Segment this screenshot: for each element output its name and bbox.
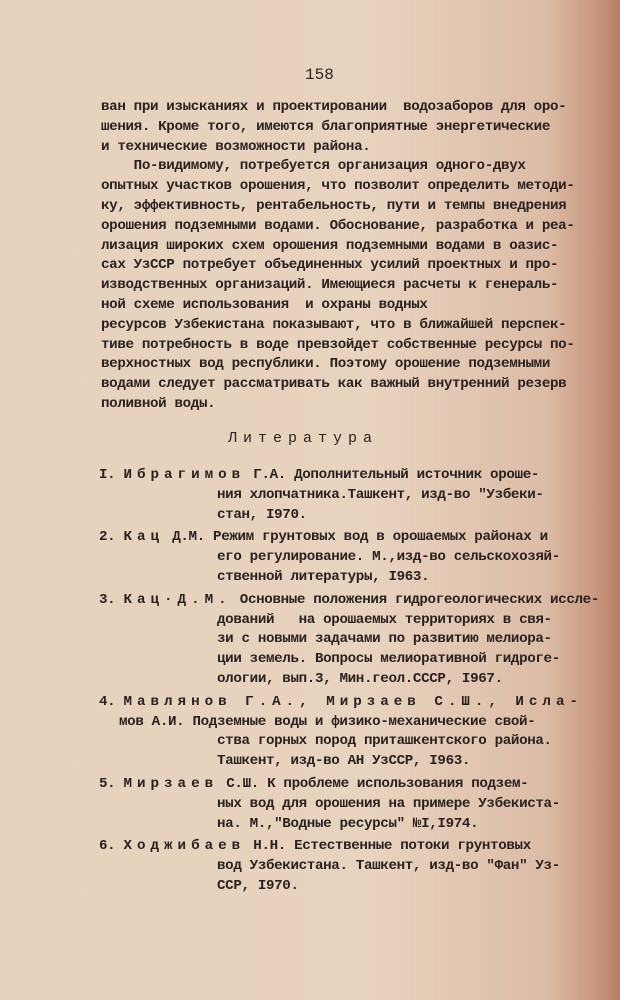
- text-line: и технические возможности района.: [101, 138, 371, 155]
- text-line: шения. Кроме того, имеются благоприятные энергетические: [101, 118, 551, 135]
- text-line: По-видимому, потребуется организация одного-двух: [101, 158, 526, 175]
- reference-text: Ташкент, изд-во АН УзССР, I963.: [217, 753, 471, 770]
- main-text: [101, 98, 581, 415]
- paragraph-1: [101, 98, 581, 157]
- reference-first-line: [99, 693, 589, 713]
- reference-text: на. М.,"Водные ресурсы" №I,I974.: [217, 815, 479, 832]
- reference-text: стан, I970.: [217, 506, 307, 523]
- text-line: ной схеме использования и охраны водных: [101, 296, 428, 313]
- page-number: 158: [305, 66, 334, 84]
- reference-text: Д.М. Режим грунтовых вод в орошаемых районах и: [164, 529, 548, 546]
- reference-text: Н.Н. Естественные потоки грунтовых: [245, 838, 531, 855]
- references-heading: Литература: [228, 430, 379, 447]
- reference-item: [99, 528, 589, 587]
- text-line: опытных участков орошения, что позволит определить методи-: [101, 178, 575, 195]
- text-line: орошения подземными водами. Обоснование, разработка и реа-: [101, 217, 575, 234]
- reference-item: [99, 837, 589, 896]
- reference-number: 5.: [99, 775, 116, 792]
- reference-text: его регулирование. М.,изд-во сельскохозяй-: [217, 549, 560, 566]
- reference-text: С.Ш. К проблеме использования подзем-: [218, 775, 529, 792]
- reference-number: 3.: [99, 591, 116, 608]
- references-list: [99, 466, 600, 900]
- text-line: водами следует рассматривать как важный внутренний резерв: [101, 376, 567, 393]
- reference-item: [99, 591, 600, 690]
- reference-author: Кац: [123, 529, 165, 546]
- text-line: ку, эффективность, рентабельность, пути и темпы внедрения: [101, 197, 567, 214]
- reference-item: [99, 693, 589, 772]
- reference-author: Кац·Д.М.: [123, 591, 232, 608]
- reference-number: 2.: [99, 529, 116, 546]
- reference-number: I.: [99, 467, 116, 483]
- text-line: лизация широких схем орошения подземными водами в оазис-: [101, 237, 559, 254]
- text-line: верхностных вод республики. Поэтому орошение подземными: [101, 356, 551, 373]
- reference-author: Мавлянов Г.А., Мирзаев С.Ш., Исла-: [123, 693, 583, 710]
- reference-first-line: [99, 528, 589, 548]
- reference-text: вод Узбекистана. Ташкент, изд-во "Фан" Уз-: [217, 858, 560, 875]
- reference-first-line: [99, 775, 589, 795]
- reference-number: 6.: [99, 838, 116, 855]
- text-line: поливной воды.: [101, 395, 216, 412]
- reference-text: ния хлопчатника.Ташкент, изд-во "Узбеки-: [217, 486, 544, 503]
- reference-author: Мирзаев: [123, 775, 219, 792]
- reference-author: Ибрагимов: [123, 467, 246, 483]
- reference-author: Ходжибаев: [123, 838, 246, 855]
- reference-text: ологии, вып.3, Мин.геол.СССР, I967.: [217, 670, 503, 687]
- text-line: сах УзССР потребует объединенных усилий проектных и про-: [101, 257, 559, 274]
- text-line: изводственных организаций. Имеющиеся расчеты к генераль-: [101, 277, 559, 294]
- text-line: тиве потребность в воде превзойдет собственные ресурсы по-: [101, 336, 575, 353]
- reference-item: [99, 466, 589, 525]
- reference-number: 4.: [99, 693, 116, 710]
- reference-item: [99, 775, 589, 834]
- text-line: ресурсов Узбекистана показывают, что в ближайшей перспек-: [101, 316, 567, 333]
- reference-first-line: [99, 591, 600, 611]
- paragraph-2: [101, 157, 581, 414]
- text-line: ван при изысканиях и проектировании водозаборов для оро-: [101, 99, 567, 115]
- reference-text: ства горных пород приташкентского района.: [217, 733, 552, 750]
- reference-text: ных вод для орошения на примере Узбекиста-: [217, 795, 560, 812]
- reference-text: ственной литературы, I963.: [217, 568, 430, 585]
- reference-first-line: [99, 466, 589, 486]
- reference-text: зи с новыми задачами по развитию мелиора-: [217, 631, 552, 648]
- reference-first-line: [99, 837, 589, 857]
- reference-text: ции земель. Вопросы мелиоративной гидроге-: [217, 651, 560, 668]
- reference-text: мов А.И. Подземные воды и физико-механические свой-: [119, 713, 536, 730]
- reference-text: дований на орошаемых территориях в свя-: [217, 611, 552, 628]
- reference-text: Г.А. Дополнительный источник ороше-: [245, 467, 540, 483]
- reference-text: ССР, I970.: [217, 877, 299, 894]
- reference-text: Основные положения гидрогеологических иссле-: [231, 591, 600, 608]
